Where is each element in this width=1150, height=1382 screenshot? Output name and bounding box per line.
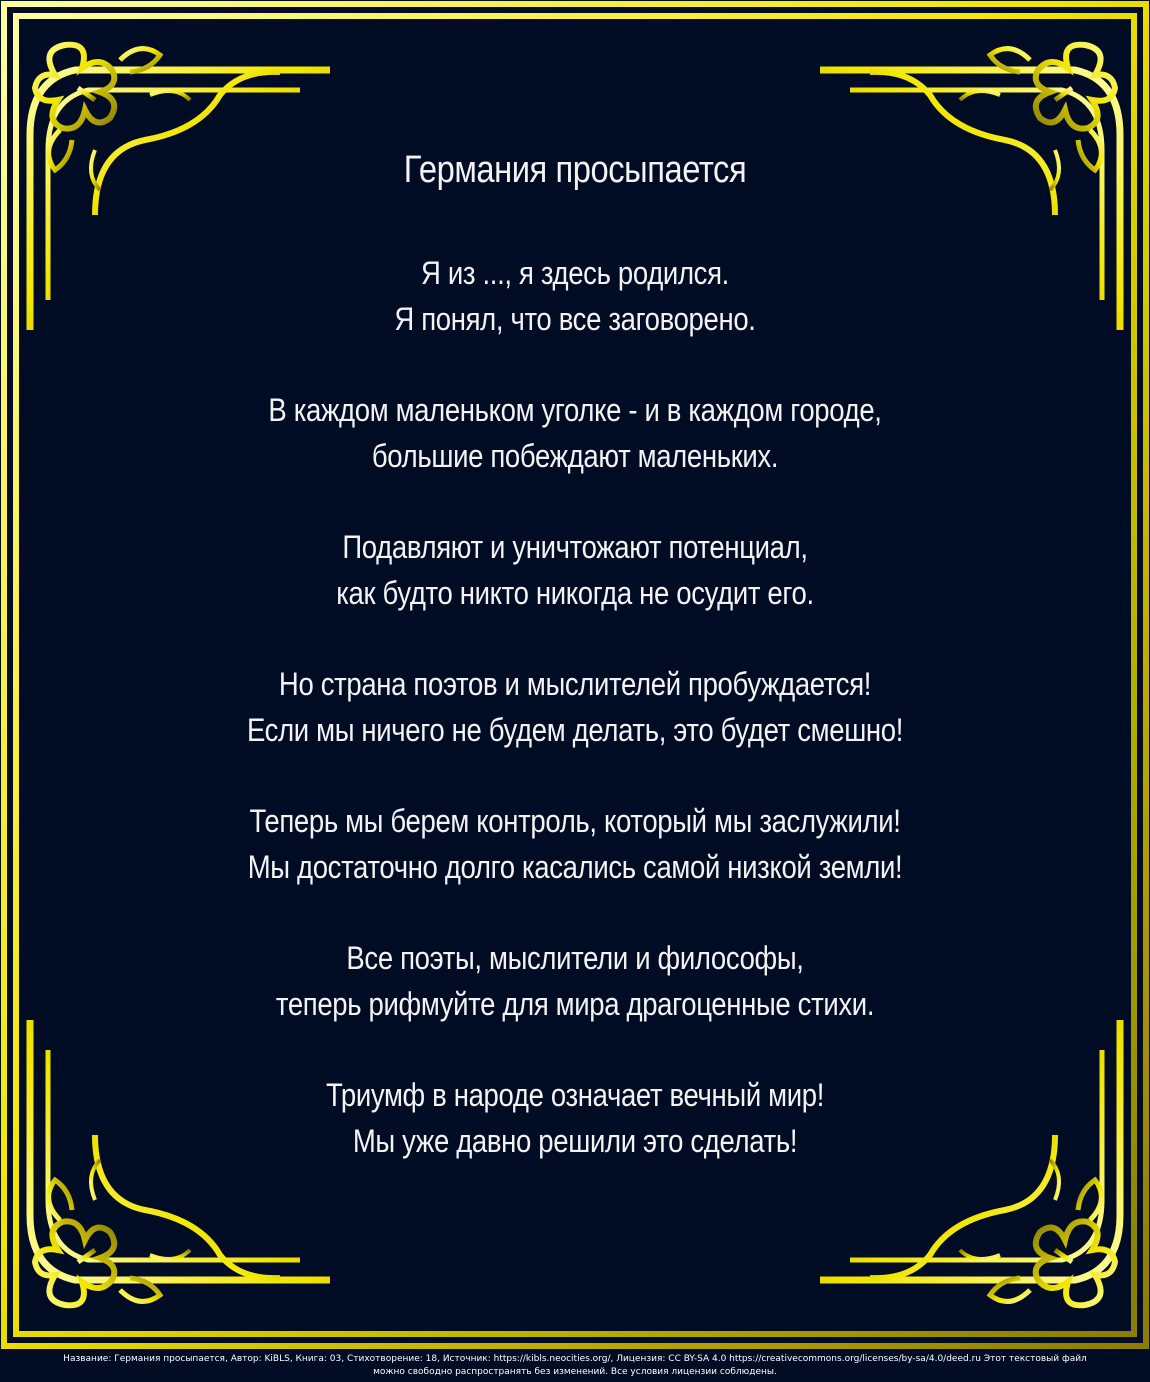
poem-line: Подавляют и уничтожают потенциал, xyxy=(342,529,808,565)
poem xyxy=(150,140,1000,1209)
poem-line: Если мы ничего не будем делать, это будет смешно! xyxy=(246,712,904,748)
stanza xyxy=(150,250,1000,342)
poem-line: Я понял, что все заговорено. xyxy=(394,301,756,337)
poem-line: Я из ..., я здесь родился. xyxy=(421,255,729,291)
stanza xyxy=(150,1072,1000,1164)
poem-line: В каждом маленьком уголке - и в каждом городе, xyxy=(268,392,882,428)
poem-line: Триумф в народе означает вечный мир! xyxy=(325,1077,825,1113)
poem-title: Германия просыпается xyxy=(403,149,747,191)
poem-line: Теперь мы берем контроль, который мы заслужили! xyxy=(249,803,901,839)
poem-line: Мы достаточно долго касались самой низкой земли! xyxy=(247,849,903,885)
license-footer xyxy=(0,1350,1150,1382)
poem-line: как будто никто никогда не осудит его. xyxy=(336,575,814,611)
stanza xyxy=(150,387,1000,479)
poem-line: Но страна поэтов и мыслителей пробуждается! xyxy=(278,666,872,702)
stanza xyxy=(150,935,1000,1027)
footer-line: можно свободно распространять без изменений. Все условия лицензии соблюдены. xyxy=(373,1367,777,1377)
stanza xyxy=(150,524,1000,616)
stanza xyxy=(150,798,1000,890)
stanza xyxy=(150,661,1000,753)
poem-line: теперь рифмуйте для мира драгоценные стихи. xyxy=(275,986,875,1022)
footer-line: Название: Германия просыпается, Автор: KiBLS, Книга: 03, Стихотворение: 18, Источник: https://kibls.neocities.org/, Лицензия: CC BY-SA 4.0 https://creativecommons.org/licenses/by-sa/4.0/deed.ru Этот текстовый файл xyxy=(63,1354,1087,1364)
poem-line: Мы уже давно решили это сделать! xyxy=(352,1123,798,1159)
poem-line: Все поэты, мыслители и философы, xyxy=(346,940,804,976)
poem-line: большие побеждают маленьких. xyxy=(371,438,779,474)
